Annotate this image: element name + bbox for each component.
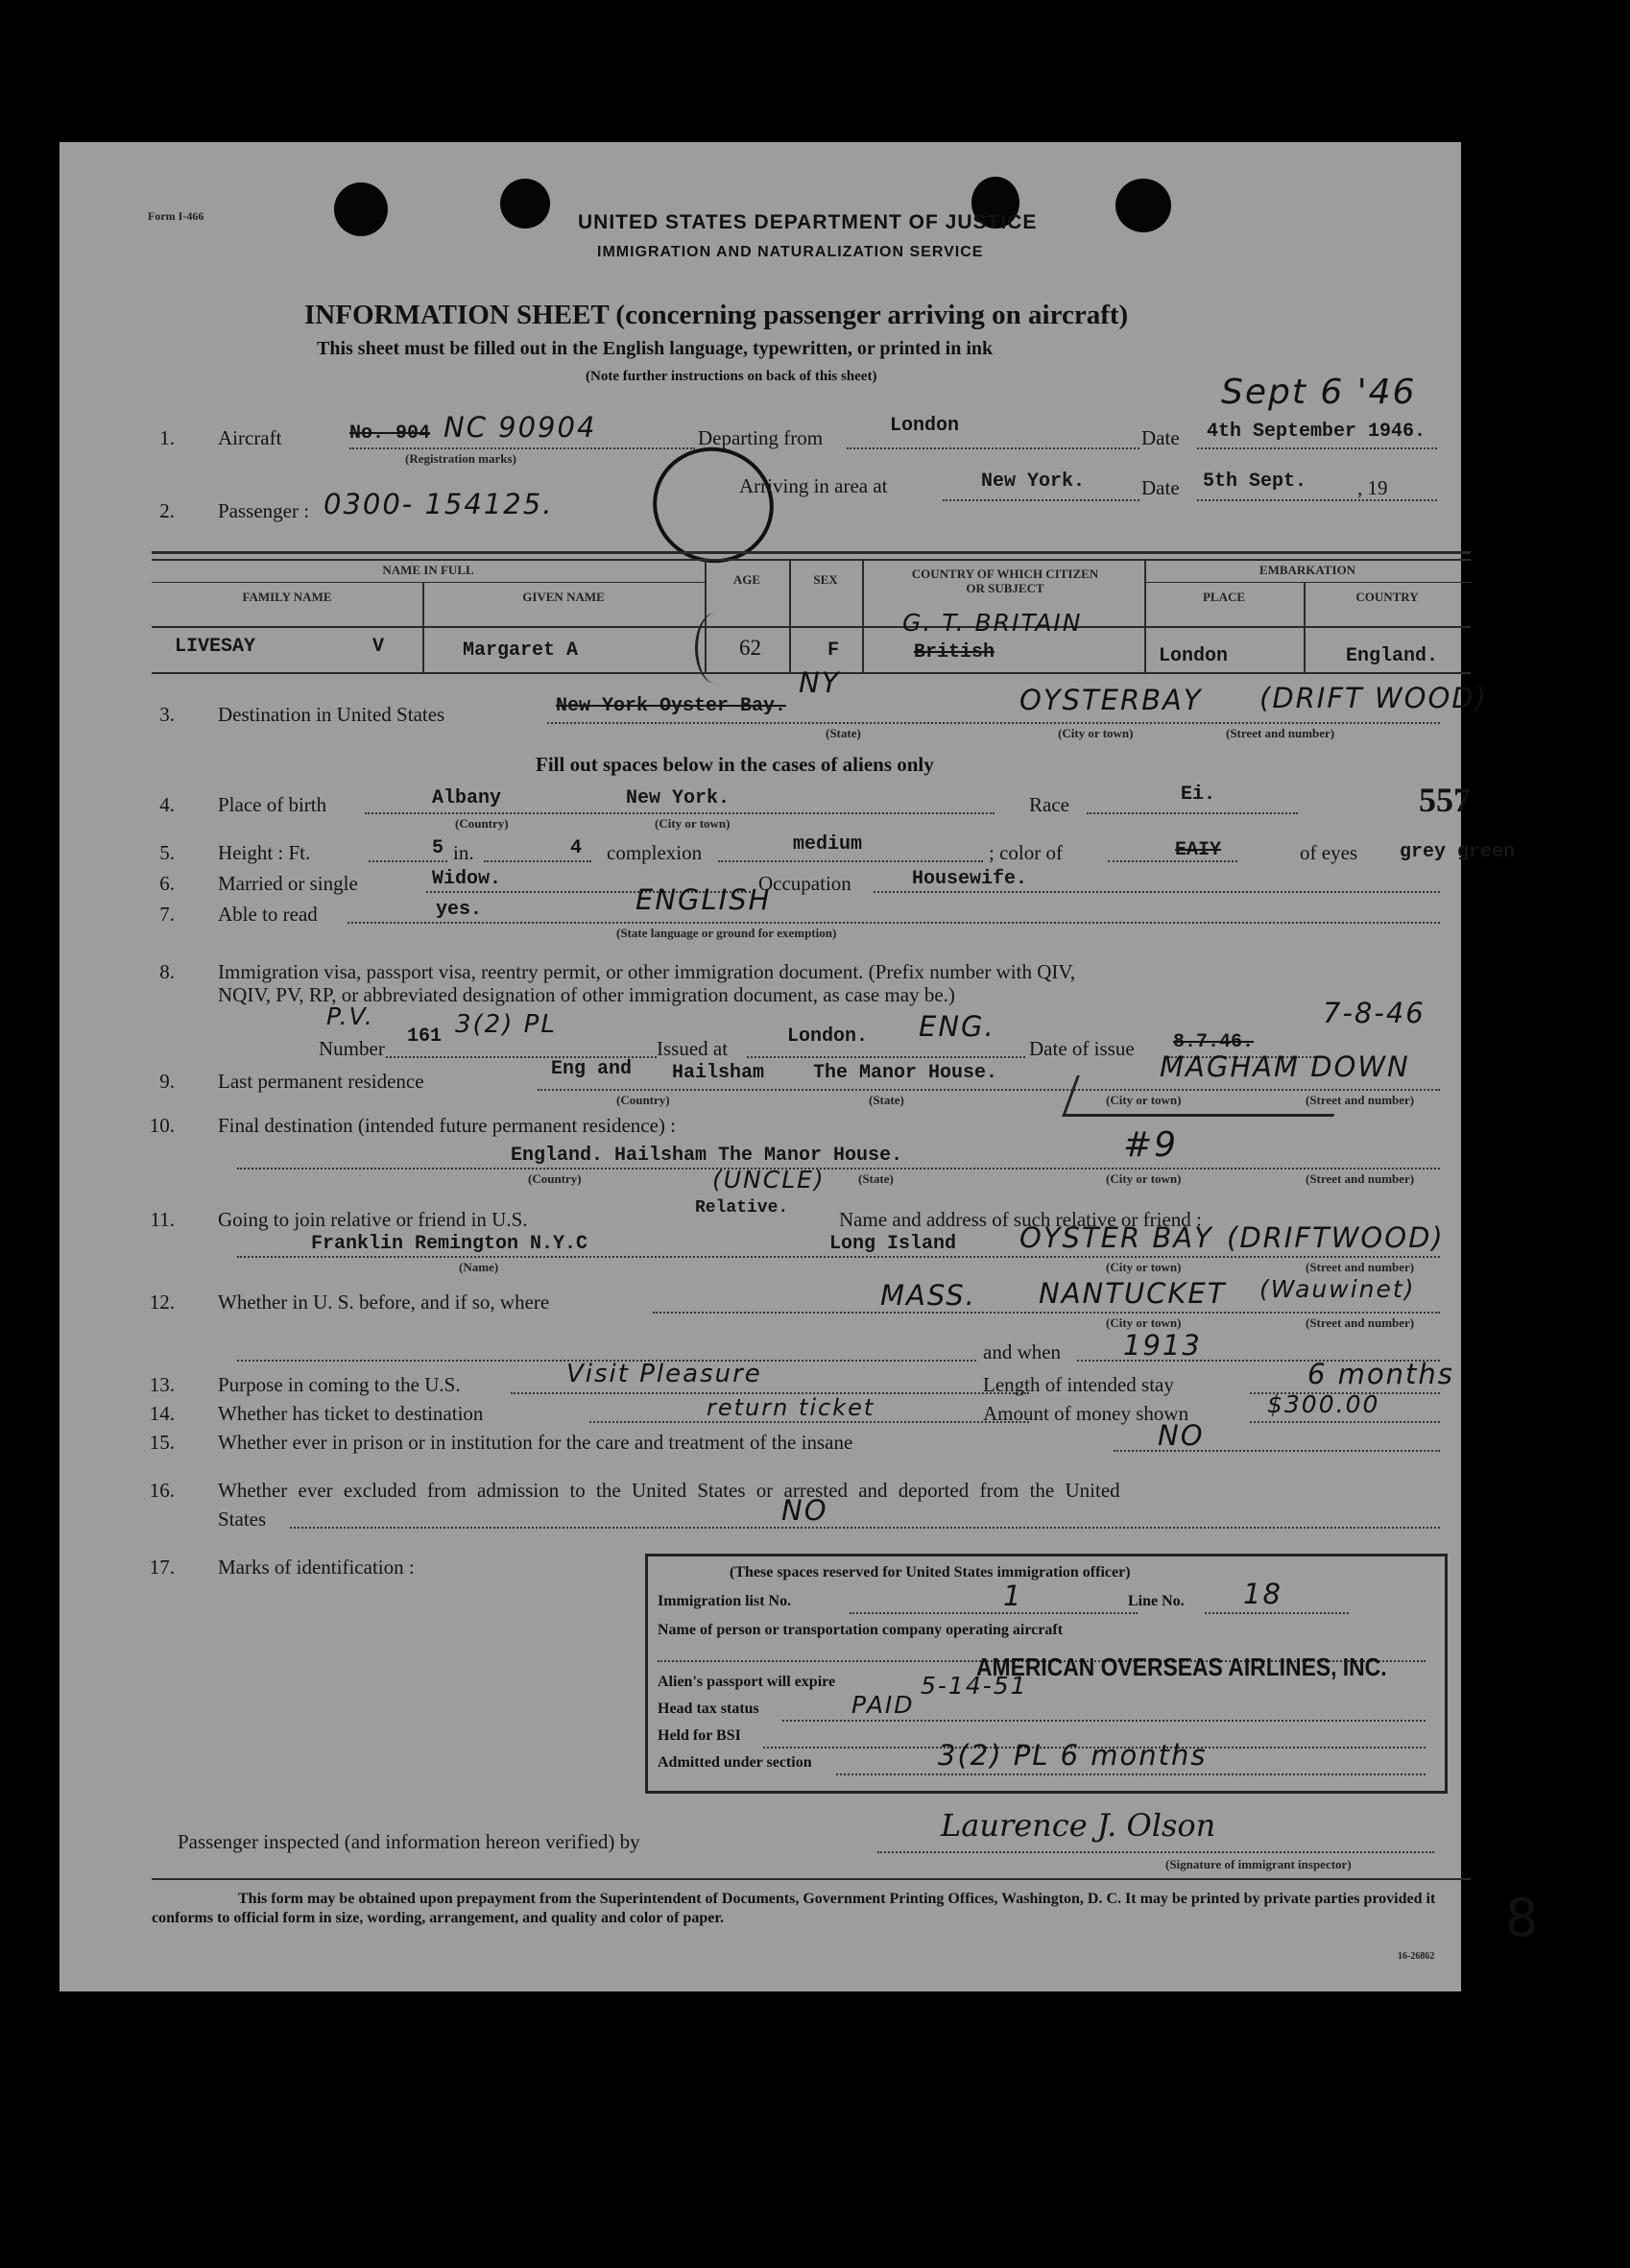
immigration-document-text-1: Immigration visa, passport visa, reentry permit, or other immigration document. (Prefix number with QIV, xyxy=(218,960,1076,983)
hair-color-value: EAIY xyxy=(1175,839,1222,861)
document-number-prefix: P.V. xyxy=(326,1002,374,1030)
file-number: 557 xyxy=(1419,781,1471,819)
previous-visit-when-value: 1913 xyxy=(1123,1329,1202,1362)
excluded-label-2: States xyxy=(218,1508,267,1531)
document-number-label: Number xyxy=(319,1037,385,1060)
issued-at-label: Issued at xyxy=(657,1037,729,1060)
prison-label: Whether ever in prison or in institution for the care and treatment of the insane xyxy=(218,1431,853,1454)
previous-visit-label: Whether in U. S. before, and if so, where xyxy=(218,1291,550,1314)
issue-date-value: 8.7.46. xyxy=(1173,1031,1255,1053)
citizenship-struck-value: British xyxy=(914,641,995,664)
destination-typed-value: New York Oyster Bay. xyxy=(556,695,787,717)
purpose-label: Purpose in coming to the U.S. xyxy=(218,1373,461,1396)
departing-label: Departing from xyxy=(698,426,824,449)
occupation-value: Housewife. xyxy=(912,868,1028,890)
document-number-value: 161 xyxy=(407,1025,443,1048)
family-name-header: FAMILY NAME xyxy=(242,590,332,604)
aircraft-struck-value: No. 904 xyxy=(349,422,431,445)
citizenship-header: COUNTRY OF WHICH CITIZEN OR SUBJECT xyxy=(911,567,1099,595)
field-17-number: 17. xyxy=(149,1556,175,1579)
punch-hole-2 xyxy=(500,179,550,229)
complexion-value: medium xyxy=(793,833,863,856)
final-destination-value: England. Hailsham The Manor House. xyxy=(511,1145,903,1167)
agency-title: UNITED STATES DEPARTMENT OF JUSTICE xyxy=(578,211,1038,233)
handwritten-date: Sept 6 '46 xyxy=(1221,373,1417,412)
field-12-number: 12. xyxy=(149,1291,175,1314)
issue-date-label: Date of issue xyxy=(1029,1037,1135,1060)
sex-header: SEX xyxy=(813,572,838,587)
information-sheet-form xyxy=(60,142,1539,1991)
prison-value: NO xyxy=(1158,1419,1205,1452)
ticket-value: return ticket xyxy=(707,1394,875,1421)
aircraft-label: Aircraft xyxy=(218,426,282,449)
check-mark: V xyxy=(372,636,385,658)
head-tax-value: PAID xyxy=(851,1691,915,1719)
last-residence-country-caption: (Country) xyxy=(616,1093,670,1107)
document-number-suffix: 3(2) PL xyxy=(455,1010,557,1039)
excluded-label-1: Whether ever excluded from admission to the United States or arrested and deported from the United xyxy=(218,1479,1120,1502)
relative-name-caption: (Name) xyxy=(459,1260,499,1274)
departing-value: London xyxy=(890,415,960,437)
issued-at-value: London. xyxy=(787,1025,869,1048)
relative-street-caption: (Street and number) xyxy=(1306,1260,1415,1274)
money-value: $300.00 xyxy=(1267,1390,1380,1418)
immigration-list-label: Immigration list No. xyxy=(658,1593,792,1609)
previous-visit-street-caption: (Street and number) xyxy=(1306,1315,1415,1330)
last-residence-street-caption: (Street and number) xyxy=(1306,1093,1415,1107)
marital-status-value: Widow. xyxy=(432,868,502,890)
last-residence-label: Last permanent residence xyxy=(218,1070,424,1093)
sex-value: F xyxy=(827,639,840,662)
operator-label: Name of person or transportation company operating aircraft xyxy=(658,1622,1064,1638)
identification-marks-label: Marks of identification : xyxy=(218,1556,415,1579)
final-destination-street-caption: (Street and number) xyxy=(1306,1171,1415,1186)
destination-street-caption: (Street and number) xyxy=(1226,726,1335,740)
final-destination-label: Final destination (intended future permanent residence) : xyxy=(218,1114,677,1137)
field-6-number: 6. xyxy=(159,872,175,895)
birth-city-value: New York. xyxy=(626,787,731,809)
departure-date-value: 4th September 1946. xyxy=(1207,421,1426,443)
eye-color-value: grey green xyxy=(1400,841,1516,863)
field-14-number: 14. xyxy=(149,1402,175,1425)
destination-state-caption: (State) xyxy=(826,726,861,740)
issued-at-handwritten: ENG. xyxy=(919,1010,995,1043)
page-mark: 8 xyxy=(1505,1888,1539,1948)
race-label: Race xyxy=(1029,793,1069,816)
field-5-number: 5. xyxy=(159,841,175,864)
race-value: Ei. xyxy=(1181,784,1216,806)
destination-state-value: NY xyxy=(799,666,841,699)
stay-length-value: 6 months xyxy=(1307,1358,1454,1390)
birth-country-value: Albany xyxy=(432,787,502,809)
field-15-number: 15. xyxy=(149,1431,175,1454)
height-inches-label: in. xyxy=(453,841,474,864)
admitted-under-label: Admitted under section xyxy=(658,1754,812,1771)
destination-city-value: OYSTERBAY xyxy=(1019,684,1203,716)
field-3-number: 3. xyxy=(159,703,175,726)
relative-city-typed: Long Island xyxy=(829,1233,957,1255)
arrival-year-label: , 19 xyxy=(1357,476,1388,499)
money-label: Amount of money shown xyxy=(983,1402,1189,1425)
relationship-value: Relative. xyxy=(695,1198,789,1218)
age-value: 62 xyxy=(739,636,761,660)
handwritten-zero-mark xyxy=(640,434,787,577)
birth-city-caption: (City or town) xyxy=(655,816,731,831)
embarkation-place-header: PLACE xyxy=(1202,590,1246,604)
place-of-birth-label: Place of birth xyxy=(218,793,327,816)
excluded-value: NO xyxy=(781,1494,828,1527)
immigration-list-value: 1 xyxy=(1003,1580,1023,1612)
last-residence-country: Eng and xyxy=(551,1058,633,1080)
height-inches-value: 4 xyxy=(570,837,583,859)
complexion-label: complexion xyxy=(607,841,703,864)
hair-color-label: ; color of xyxy=(989,841,1063,864)
eye-color-label: of eyes xyxy=(1300,841,1358,864)
citizenship-handwritten-value: G. T. BRITAIN xyxy=(902,609,1083,637)
field-7-number: 7. xyxy=(159,903,175,926)
note: (Note further instructions on back of this sheet) xyxy=(586,369,877,384)
last-residence-state: Hailsham xyxy=(672,1062,765,1084)
final-destination-country-caption: (Country) xyxy=(528,1171,582,1186)
given-name-header: GIVEN NAME xyxy=(522,590,605,604)
join-relative-label: Going to join relative or friend in U.S. xyxy=(218,1208,528,1231)
destination-street-value: (DRIFT WOOD) xyxy=(1259,682,1488,714)
marital-status-label: Married or single xyxy=(218,872,358,895)
punch-hole-4 xyxy=(1115,179,1171,232)
field-1-number: 1. xyxy=(159,426,175,449)
relative-city-caption: (City or town) xyxy=(1106,1260,1182,1274)
previous-visit-city-caption: (City or town) xyxy=(1106,1315,1182,1330)
language-value: ENGLISH xyxy=(635,883,772,916)
held-for-bsi-label: Held for BSI xyxy=(658,1727,741,1744)
able-to-read-label: Able to read xyxy=(218,903,318,926)
field-4-number: 4. xyxy=(159,793,175,816)
last-residence-street: MAGHAM DOWN xyxy=(1160,1050,1410,1083)
purpose-value: Visit Pleasure xyxy=(566,1360,762,1388)
immigration-document-text-2: NQIV, PV, RP, or abbreviated designation of other immigration document, as case may be.) xyxy=(218,983,955,1006)
head-tax-label: Head tax status xyxy=(658,1701,759,1717)
age-header: AGE xyxy=(732,572,761,587)
embarkation-country-value: England. xyxy=(1346,645,1439,667)
arriving-label: Arriving in area at xyxy=(739,474,888,497)
service-title: IMMIGRATION AND NATURALIZATION SERVICE xyxy=(597,244,984,260)
departure-date-label: Date xyxy=(1141,426,1180,449)
embarkation-country-header: COUNTRY xyxy=(1355,590,1419,604)
field-10-number: 10. xyxy=(149,1114,175,1137)
aliens-only-heading: Fill out spaces below in the cases of aliens only xyxy=(536,753,934,776)
arriving-value: New York. xyxy=(981,470,1086,493)
field-13-number: 13. xyxy=(149,1373,175,1396)
height-feet-label: Height : Ft. xyxy=(218,841,311,864)
inspected-label: Passenger inspected (and information hereon verified) by xyxy=(178,1830,640,1853)
issue-date-handwritten: 7-8-46 xyxy=(1323,997,1426,1029)
last-residence-city: The Manor House. xyxy=(813,1062,998,1084)
destination-city-caption: (City or town) xyxy=(1058,726,1134,740)
field-9-number: 9. xyxy=(159,1070,175,1093)
field-2-number: 2. xyxy=(159,499,175,522)
previous-visit-city: NANTUCKET xyxy=(1039,1277,1227,1310)
given-name-value: Margaret A xyxy=(463,639,579,662)
field-16-number: 16. xyxy=(149,1479,175,1502)
height-feet-value: 5 xyxy=(432,837,444,859)
able-to-read-value: yes. xyxy=(436,899,483,921)
relative-name-label: Name and address of such relative or friend : xyxy=(839,1208,1202,1231)
admitted-under-value: 3(2) PL 6 months xyxy=(938,1739,1208,1772)
stay-length-label: Length of intended stay xyxy=(983,1373,1174,1396)
embarkation-header: EMBARKATION xyxy=(1258,563,1356,577)
registration-marks-caption: (Registration marks) xyxy=(405,451,516,466)
footer-note: This form may be obtained upon prepayment from the Superintendent of Documents, Government Printing Offices, Washington, D. C. It may be printed by private parties provided it conforms to official form in size, wording, arrangement, and quality and color of paper. xyxy=(152,1891,1436,1926)
arrival-date-label: Date xyxy=(1141,476,1180,499)
relative-street-handwritten: (DRIFTWOOD) xyxy=(1227,1221,1445,1254)
arrival-date-value: 5th Sept. xyxy=(1203,470,1307,493)
passport-expiry-label: Alien's passport will expire xyxy=(658,1674,836,1690)
family-name-value: LIVESAY xyxy=(175,636,256,658)
officer-box xyxy=(645,1554,1448,1794)
field-8-number: 8. xyxy=(159,960,175,983)
final-destination-state-caption: (State) xyxy=(858,1171,894,1186)
instructions: This sheet must be filled out in the English language, typewritten, or printed in ink xyxy=(317,338,994,359)
passenger-label: Passenger : xyxy=(218,499,310,522)
previous-visit-state: MASS. xyxy=(880,1279,976,1312)
final-destination-handwritten: #9 xyxy=(1123,1125,1179,1165)
language-caption: (State language or ground for exemption) xyxy=(616,926,837,940)
embarkation-place-value: London xyxy=(1159,645,1229,667)
line-number-value: 18 xyxy=(1243,1578,1282,1610)
final-destination-city-caption: (City or town) xyxy=(1106,1171,1182,1186)
line-number-label: Line No. xyxy=(1128,1593,1185,1609)
form-number: Form I-466 xyxy=(148,209,204,223)
destination-label: Destination in United States xyxy=(218,703,445,726)
name-in-full-header: NAME IN FULL xyxy=(382,563,474,577)
passenger-value: 0300- 154125. xyxy=(324,488,554,520)
relative-city-handwritten: OYSTER BAY xyxy=(1019,1221,1213,1254)
relationship-handwritten: (UNCLE) xyxy=(712,1166,826,1194)
passport-expiry-value: 5-14-51 xyxy=(921,1672,1028,1700)
ticket-label: Whether has ticket to destination xyxy=(218,1402,484,1425)
age-bracket-mark xyxy=(695,613,736,684)
officer-box-title: (These spaces reserved for United States immigration officer) xyxy=(730,1564,1131,1580)
last-residence-state-caption: (State) xyxy=(869,1093,904,1107)
last-residence-city-caption: (City or town) xyxy=(1106,1093,1182,1107)
previous-visit-when-label: and when xyxy=(983,1340,1062,1363)
signature-caption: (Signature of immigrant inspector) xyxy=(1165,1857,1352,1871)
birth-country-caption: (Country) xyxy=(455,816,509,831)
inspector-signature: Laurence J. Olson xyxy=(941,1807,1216,1844)
punch-hole-1 xyxy=(334,182,388,236)
airline-stamp: AMERICAN OVERSEAS AIRLINES, INC. xyxy=(976,1653,1387,1681)
occupation-label: Occupation xyxy=(758,872,851,895)
relative-name-value: Franklin Remington N.Y.C xyxy=(311,1233,588,1255)
field-11-number: 11. xyxy=(150,1208,175,1231)
previous-visit-street: (Wauwinet) xyxy=(1259,1275,1416,1303)
aircraft-value: NC 90904 xyxy=(443,411,597,444)
sheet-title: INFORMATION SHEET (concerning passenger arriving on aircraft) xyxy=(304,300,1129,330)
printer-code: 16-26862 xyxy=(1398,1951,1435,1962)
